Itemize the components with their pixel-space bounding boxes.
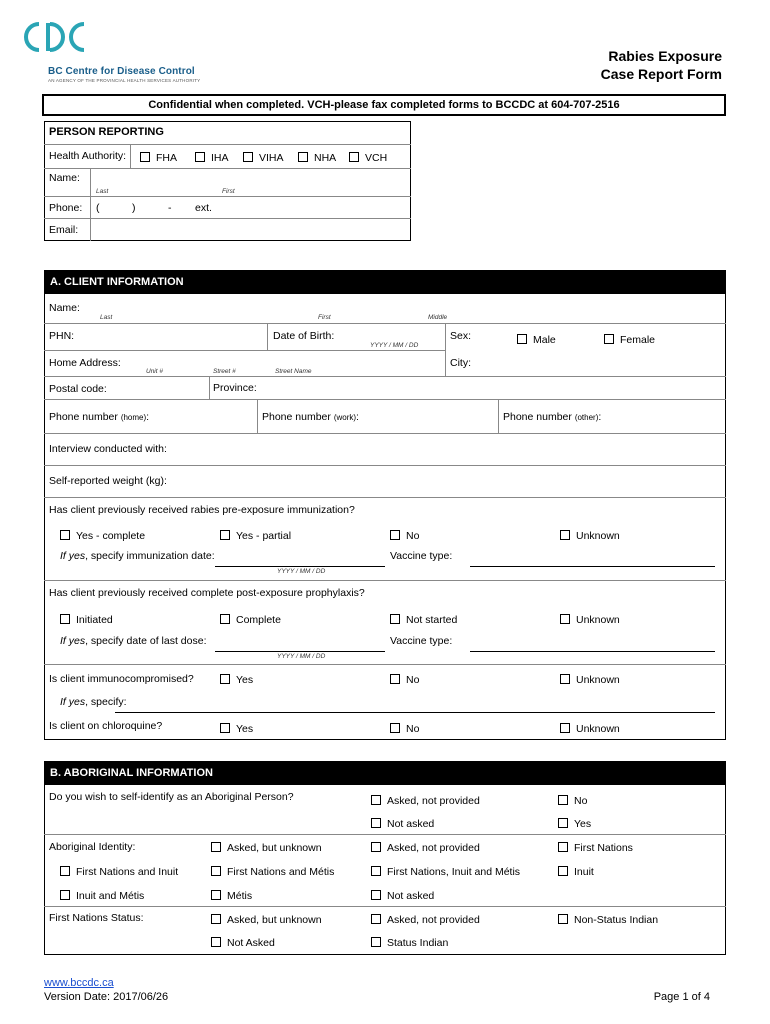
- bccdc-logo-icon: [22, 20, 88, 54]
- weight-label: Self-reported weight (kg):: [49, 475, 167, 487]
- pep-unknown-checkbox[interactable]: Unknown: [560, 614, 620, 626]
- chloro-yes-checkbox[interactable]: Yes: [220, 723, 253, 735]
- chloro-no-checkbox[interactable]: No: [390, 723, 419, 735]
- pre-unknown-checkbox[interactable]: Unknown: [560, 530, 620, 542]
- authority-fha-checkbox[interactable]: FHA: [140, 152, 177, 164]
- person-reporting-title: PERSON REPORTING: [49, 126, 164, 138]
- self-asked-not-provided-checkbox[interactable]: Asked, not provided: [371, 795, 480, 807]
- identity-asked-not-provided-checkbox[interactable]: Asked, not provided: [371, 842, 480, 854]
- phn-label: PHN:: [49, 330, 75, 342]
- status-non-status-checkbox[interactable]: Non-Status Indian: [558, 914, 658, 926]
- reporter-name-label: Name:: [49, 172, 80, 184]
- health-authority-label: Health Authority:: [49, 150, 127, 162]
- authority-vch-checkbox[interactable]: VCH: [349, 152, 387, 164]
- form-title: Rabies Exposure Case Report Form: [600, 48, 722, 82]
- chloroquine-question: Is client on chloroquine?: [49, 720, 163, 732]
- phone-work-label: Phone number (work):: [262, 411, 359, 423]
- pep-vaccine-type-label: Vaccine type:: [390, 635, 453, 647]
- client-name-label: Name:: [49, 302, 80, 314]
- phone-other-label: Phone number (other):: [503, 411, 602, 423]
- org-name: BC Centre for Disease Control: [48, 66, 195, 77]
- identity-first-nations-checkbox[interactable]: First Nations: [558, 842, 633, 854]
- reporter-first-hint: First: [222, 188, 235, 195]
- pep-question: Has client previously received complete post-exposure prophylaxis?: [49, 587, 365, 599]
- aboriginal-header: B. ABORIGINAL INFORMATION: [44, 761, 726, 785]
- pep-initiated-checkbox[interactable]: Initiated: [60, 614, 113, 626]
- identity-asked-unknown-checkbox[interactable]: Asked, but unknown: [211, 842, 322, 854]
- pre-vaccine-type-label: Vaccine type:: [390, 550, 453, 562]
- first-nations-status-label: First Nations Status:: [49, 912, 144, 924]
- person-reporting-section: [44, 121, 411, 241]
- immuno-question: Is client immunocompromised?: [49, 673, 194, 685]
- self-not-asked-checkbox[interactable]: Not asked: [371, 818, 434, 830]
- identity-not-asked-checkbox[interactable]: Not asked: [371, 890, 434, 902]
- postal-code-label: Postal code:: [49, 383, 107, 395]
- immuno-specify-label: If yes, specify:: [60, 696, 127, 708]
- identity-fn-metis-checkbox[interactable]: First Nations and Métis: [211, 866, 334, 878]
- pep-complete-checkbox[interactable]: Complete: [220, 614, 281, 626]
- version-date: Version Date: 2017/06/26: [44, 991, 169, 1003]
- identity-metis-checkbox[interactable]: Métis: [211, 890, 252, 902]
- status-asked-not-provided-checkbox[interactable]: Asked, not provided: [371, 914, 480, 926]
- client-info-header: A. CLIENT INFORMATION: [44, 270, 726, 294]
- city-label: City:: [450, 357, 471, 369]
- page-number: Page 1 of 4: [653, 991, 710, 1003]
- phone-home-label: Phone number (home):: [49, 411, 150, 423]
- self-identify-question: Do you wish to self-identify as an Aboriginal Person?: [49, 791, 294, 803]
- authority-iha-checkbox[interactable]: IHA: [195, 152, 229, 164]
- reporter-ext-label: ext.: [195, 202, 212, 214]
- self-yes-checkbox[interactable]: Yes: [558, 818, 591, 830]
- status-asked-unknown-checkbox[interactable]: Asked, but unknown: [211, 914, 322, 926]
- pre-yes-partial-checkbox[interactable]: Yes - partial: [220, 530, 291, 542]
- org-tagline: AN AGENCY OF THE PROVINCIAL HEALTH SERVICES AUTHORITY: [48, 78, 201, 83]
- status-indian-checkbox[interactable]: Status Indian: [371, 937, 448, 949]
- sex-male-checkbox[interactable]: Male: [517, 334, 556, 346]
- confidential-banner: Confidential when completed. VCH-please fax completed forms to BCCDC at 604-707-2516: [42, 94, 726, 116]
- immuno-no-checkbox[interactable]: No: [390, 674, 419, 686]
- home-address-label: Home Address:: [49, 357, 121, 369]
- reporter-phone-label: Phone:: [49, 202, 83, 214]
- province-label: Province:: [213, 382, 257, 394]
- pre-imm-date-label: If yes, specify immunization date:: [60, 550, 215, 562]
- identity-fn-inuit-checkbox[interactable]: First Nations and Inuit: [60, 866, 178, 878]
- interview-label: Interview conducted with:: [49, 443, 167, 455]
- chloro-unknown-checkbox[interactable]: Unknown: [560, 723, 620, 735]
- reporter-email-label: Email:: [49, 224, 79, 236]
- sex-label: Sex:: [450, 330, 472, 342]
- immuno-yes-checkbox[interactable]: Yes: [220, 674, 253, 686]
- pre-no-checkbox[interactable]: No: [390, 530, 419, 542]
- pep-last-dose-label: If yes, specify date of last dose:: [60, 635, 207, 647]
- status-not-asked-checkbox[interactable]: Not Asked: [211, 937, 275, 949]
- pep-not-started-checkbox[interactable]: Not started: [390, 614, 457, 626]
- pre-exposure-question: Has client previously received rabies pre-exposure immunization?: [49, 504, 355, 516]
- dob-label: Date of Birth:: [273, 330, 335, 342]
- authority-viha-checkbox[interactable]: VIHA: [243, 152, 284, 164]
- identity-inuit-checkbox[interactable]: Inuit: [558, 866, 594, 878]
- immuno-unknown-checkbox[interactable]: Unknown: [560, 674, 620, 686]
- identity-inuit-metis-checkbox[interactable]: Inuit and Métis: [60, 890, 144, 902]
- aboriginal-identity-label: Aboriginal Identity:: [49, 841, 136, 853]
- authority-nha-checkbox[interactable]: NHA: [298, 152, 336, 164]
- sex-female-checkbox[interactable]: Female: [604, 334, 655, 346]
- self-no-checkbox[interactable]: No: [558, 795, 587, 807]
- pre-yes-complete-checkbox[interactable]: Yes - complete: [60, 530, 145, 542]
- bccdc-website-link[interactable]: www.bccdc.ca: [44, 977, 114, 989]
- reporter-last-hint: Last: [96, 188, 109, 195]
- identity-fn-inuit-metis-checkbox[interactable]: First Nations, Inuit and Métis: [371, 866, 520, 878]
